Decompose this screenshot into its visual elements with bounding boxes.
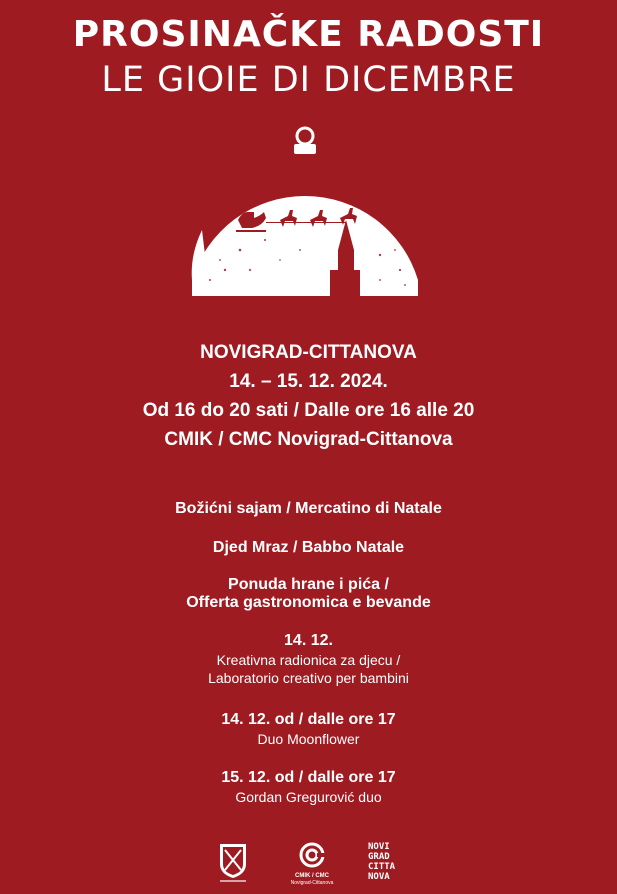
coat-of-arms-icon [218, 842, 248, 884]
program-item-desc: Gordan Gregurović duo [235, 789, 382, 805]
program-item-title: Ponuda hrane i pića / [228, 576, 389, 593]
novigrad-logo-icon [368, 842, 402, 882]
program-item-subtitle: Offerta gastronomica e bevande [186, 594, 431, 611]
program-item [0, 632, 617, 686]
program-item-date: 14. 12. [284, 632, 333, 649]
program-item-desc: Laboratorio creativo per bambini [208, 670, 409, 686]
program-item [0, 769, 617, 805]
cmc-logo-label: CMIK / CMC [295, 873, 329, 879]
program-item-title: Djed Mraz / Babbo Natale [212, 539, 405, 556]
novigrad-logo-line: NOVI [368, 842, 390, 852]
program-item-desc: Duo Moonflower [257, 731, 360, 747]
program-item [0, 576, 617, 612]
program-item-date: 15. 12. od / dalle ore 17 [221, 769, 396, 786]
program-item-title: Božićni sajam / Mercatino di Natale [175, 500, 442, 517]
program-item-date: 14. 12. od / dalle ore 17 [221, 711, 396, 728]
program-item-desc: Kreativna radionica za djecu / [216, 652, 401, 668]
cmc-logo-sublabel: Novigrad-Cittanova [290, 880, 334, 886]
event-location: NOVIGRAD-CITTANOVA [200, 342, 417, 363]
cmc-logo-icon [299, 842, 325, 868]
title-italian: LE GIOIE DI DICEMBRE [101, 60, 516, 100]
novigrad-logo-line: GRAD [368, 852, 390, 862]
title-croatian: PROSINAČKE RADOSTI [72, 14, 545, 55]
event-hours: Od 16 do 20 sati / Dalle ore 16 alle 20 [142, 400, 475, 421]
novigrad-logo-line: CITTA [368, 862, 396, 872]
event-dates: 14. – 15. 12. 2024. [229, 371, 388, 392]
cmc-logo [290, 842, 334, 886]
novigrad-logo-line: NOVA [368, 872, 390, 882]
event-venue: CMIK / CMC Novigrad-Cittanova [164, 429, 453, 450]
program-item [0, 500, 617, 518]
christmas-ornament-icon [180, 120, 430, 335]
program-item [0, 539, 617, 557]
program-item [0, 711, 617, 747]
logo-bar [0, 840, 617, 888]
